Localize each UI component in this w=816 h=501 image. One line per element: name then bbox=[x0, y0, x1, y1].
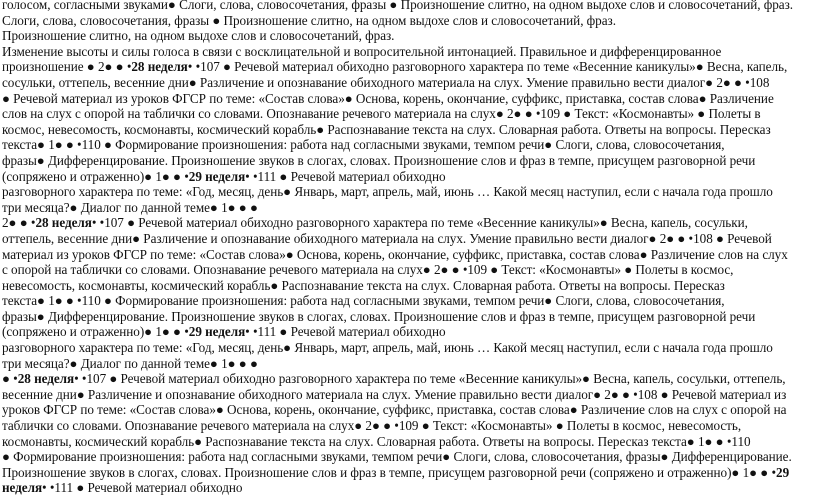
text-line: Произношение слитно, на одном выдохе слов и словосочетаний, фраз. bbox=[2, 28, 395, 44]
text-line: текста● 1● ● •110 ● Формирование произношения: работа над согласными звуками, темпом речи● Слоги, слова, словосочетания, bbox=[2, 137, 725, 153]
text-line: (сопряжено и отраженно)● 1● ● •29 неделя• •111 ● Речевой материал обиходно bbox=[2, 168, 446, 184]
week-heading: 29 неделя bbox=[188, 168, 246, 184]
text-line: уроков ФГСР по теме: «Состав слова»● Основа, корень, окончание, суффикс, приставка, состав слова● Различение слов на слух с опорой на bbox=[2, 402, 787, 418]
text-line: неделя• •111 ● Речевой материал обиходно bbox=[2, 480, 243, 496]
text-line: ● •28 неделя• •107 ● Речевой материал обиходно разговорного характера по теме «Весенние каникулы»● Весна, капель, сосульки, оттепель, bbox=[2, 371, 786, 387]
text-line: произношение ● 2● ● •28 неделя• •107 ● Речевой материал обиходно разговорного характера по теме «Весенние каникулы»● Весна, капель, bbox=[2, 59, 788, 75]
week-heading: 28 неделя bbox=[131, 59, 188, 75]
text-line: весенние дни● Различение и опознавание обиходного материала на слух. Умение правильно вести диалог● 2● ● •108 ● Речевой материал из bbox=[2, 386, 787, 402]
document-text bbox=[2, 0, 814, 496]
text-line: материал из уроков ФГСР по теме: «Состав слова»● Основа, корень, окончание, суффикс, приставка, состав слова● Различение слов на слух bbox=[2, 246, 788, 262]
week-heading: 28 неделя bbox=[35, 215, 92, 231]
text-line: разговорного характера по теме: «Год, месяц, день● Январь, март, апрель, май, июнь … Какой месяц наступил, если с начала года прошло bbox=[2, 340, 773, 356]
text-line: (сопряжено и отраженно)● 1● ● •29 неделя• •111 ● Речевой материал обиходно bbox=[2, 324, 446, 340]
text-line: голосом, согласными звуками● Слоги, слова, словосочетания, фразы ● Произношение слитно, на одном выдохе слов и словосочетаний, фраз. bbox=[2, 0, 794, 12]
week-heading: 28 неделя bbox=[17, 371, 75, 387]
week-heading: неделя bbox=[2, 480, 43, 496]
text-line: фразы● Дифференцирование. Произношение звуков в слогах, словах. Произношение слов и фраз в темпе, присущем разговорной речи bbox=[2, 308, 756, 324]
text-line: Слоги, слова, словосочетания, фразы ● Произношение слитно, на одном выдохе слов и словосочетаний, фраз. bbox=[2, 12, 616, 28]
text-line: три месяца?● Диалог по данной теме● 1● ● ● bbox=[2, 355, 258, 371]
text-line: невесомость, космонавты, космический корабль● Распознавание текста на слух. Словарная работа. Ответы на вопросы. Пересказ bbox=[2, 277, 725, 293]
text-line: таблички со словами. Опознавание речевого материала на слух● 2● ● •109 ● Текст: «Космонавты» ● Полеты в космос, невесомость, bbox=[2, 418, 742, 434]
text-line: 2● ● •28 неделя• •107 ● Речевой материал обиходно разговорного характера по теме «Весенние каникулы»● Весна, капель, сосульки, bbox=[2, 215, 748, 231]
text-line: сосульки, оттепель, весенние дни● Различение и опознавание обиходного материала на слух. Умение правильно вести диалог● 2● ● •108 bbox=[2, 74, 770, 90]
text-line: текста● 1● ● •110 ● Формирование произношения: работа над согласными звуками, темпом речи● Слоги, слова, словосочетания, bbox=[2, 293, 725, 309]
text-line: ● Речевой материал из уроков ФГСР по теме: «Состав слова»● Основа, корень, окончание, суффикс, приставка, состав слова● Различение bbox=[2, 90, 774, 106]
text-line: ● Формирование произношения: работа над согласными звуками, темпом речи● Слоги, слова, словосочетания, фразы● Дифференцирование. bbox=[2, 449, 792, 465]
text-line: фразы● Дифференцирование. Произношение звуков в слогах, словах. Произношение слов и фраз в темпе, присущем разговорной речи bbox=[2, 152, 756, 168]
text-line: Изменение высоты и силы голоса в связи с восклицательной и вопросительной интонацией. Правильное и дифференцированное bbox=[2, 43, 722, 59]
text-line: Произношение звуков в слогах, словах. Произношение слов и фраз в темпе, присущем разговорной речи (сопряжено и отраженно)● 1● ● •29 bbox=[2, 464, 790, 480]
text-line: слов на слух с опорой на таблички со словами. Опознавание речевого материала на слух● 2● ● •109 ● Текст: «Космонавты» ● Полеты в bbox=[2, 106, 761, 122]
text-line: три месяца?● Диалог по данной теме● 1● ● ● bbox=[2, 199, 258, 215]
week-heading: 29 неделя bbox=[188, 324, 246, 340]
week-heading: 29 bbox=[776, 464, 790, 480]
text-line: разговорного характера по теме: «Год, месяц, день● Январь, март, апрель, май, июнь … Какой месяц наступил, если с начала года прошло bbox=[2, 184, 773, 200]
text-line: оттепель, весенние дни● Различение и опознавание обиходного материала на слух. Умение правильно вести диалог● 2● ● •108 ● Речевой bbox=[2, 230, 772, 246]
text-line: с опорой на таблички со словами. Опознавание речевого материала на слух● 2● ● •109 ● Текст: «Космонавты» ● Полеты в космос, bbox=[2, 262, 734, 278]
text-line: космос, невесомость, космонавты, космический корабль● Распознавание текста на слух. Словарная работа. Ответы на вопросы. Пересказ bbox=[2, 121, 771, 137]
text-line: космонавты, космический корабль● Распознавание текста на слух. Словарная работа. Ответы на вопросы. Пересказ текста● 1● ● •110 bbox=[2, 433, 751, 449]
